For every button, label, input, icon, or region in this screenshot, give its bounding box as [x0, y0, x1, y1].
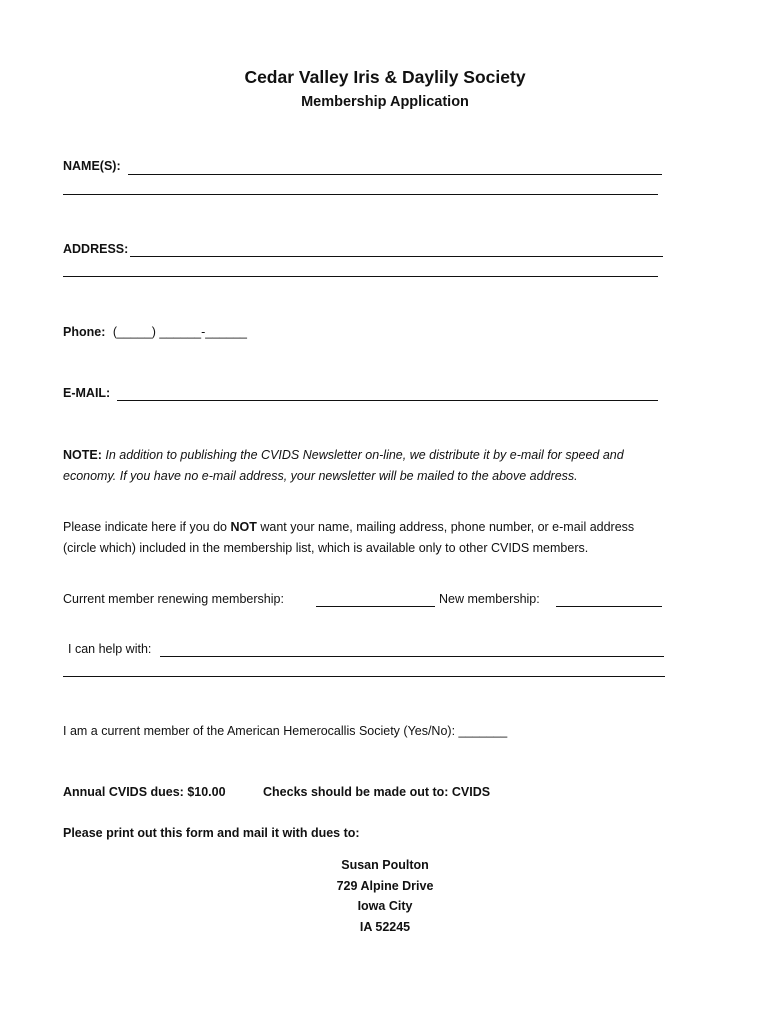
address-name: Susan Poulton: [341, 858, 429, 872]
help-line-2[interactable]: [63, 676, 665, 677]
privacy-line2: (circle which) included in the membership list, which is available only to other CVIDS members.: [63, 541, 589, 555]
privacy-paragraph: [63, 517, 703, 559]
phone-field[interactable]: [63, 325, 247, 339]
checks-label: Checks should be made out to: CVIDS: [263, 785, 491, 799]
help-label: I can help with:: [68, 642, 152, 656]
note-label: NOTE:: [63, 448, 102, 462]
address-street: 729 Alpine Drive: [336, 878, 434, 893]
address-label: ADDRESS:: [63, 242, 129, 256]
mail-instruction: Please print out this form and mail it with dues to:: [63, 826, 360, 840]
phone-label: Phone:: [63, 325, 106, 339]
names-line-2[interactable]: [63, 194, 658, 195]
note-paragraph: [63, 445, 703, 487]
ahs-blank[interactable]: _______: [458, 724, 508, 738]
new-membership-label: New membership:: [439, 592, 540, 606]
email-label: E-MAIL:: [63, 386, 111, 400]
mailing-address: [0, 855, 770, 937]
address-field[interactable]: [63, 242, 128, 256]
address-state-zip: IA 52245: [359, 919, 411, 934]
phone-template[interactable]: (_____) ______-______: [112, 325, 247, 339]
ahs-field[interactable]: [63, 724, 507, 738]
address-city: Iowa City: [357, 899, 413, 913]
names-line-1[interactable]: [128, 174, 662, 175]
names-label: NAME(S):: [63, 159, 121, 173]
new-membership-blank[interactable]: [556, 606, 662, 607]
email-field[interactable]: [63, 386, 110, 400]
privacy-prefix: Please indicate here if you do: [63, 520, 227, 534]
dues-label: Annual CVIDS dues: $10.00: [63, 785, 226, 799]
address-line-2[interactable]: [63, 276, 658, 277]
note-text-line1: In addition to publishing the CVIDS Newsletter on-line, we distribute it by e-mail for speed and: [105, 448, 624, 462]
ahs-label: I am a current member of the American Hemerocallis Society (Yes/No):: [63, 724, 456, 738]
renewing-label: Current member renewing membership:: [63, 592, 284, 606]
address-line-1[interactable]: [130, 256, 663, 257]
renewing-blank[interactable]: [316, 606, 435, 607]
form-subtitle: Membership Application: [301, 94, 469, 110]
note-text-line2: economy. If you have no e-mail address, your newsletter will be mailed to the above address.: [63, 469, 578, 483]
help-line-1[interactable]: [160, 656, 664, 657]
privacy-emphasis: NOT: [230, 520, 257, 534]
form-title: Cedar Valley Iris & Daylily Society: [244, 67, 526, 87]
email-line[interactable]: [117, 400, 658, 401]
names-field[interactable]: [63, 159, 121, 173]
privacy-suffix: want your name, mailing address, phone number, or e-mail address: [260, 520, 635, 534]
